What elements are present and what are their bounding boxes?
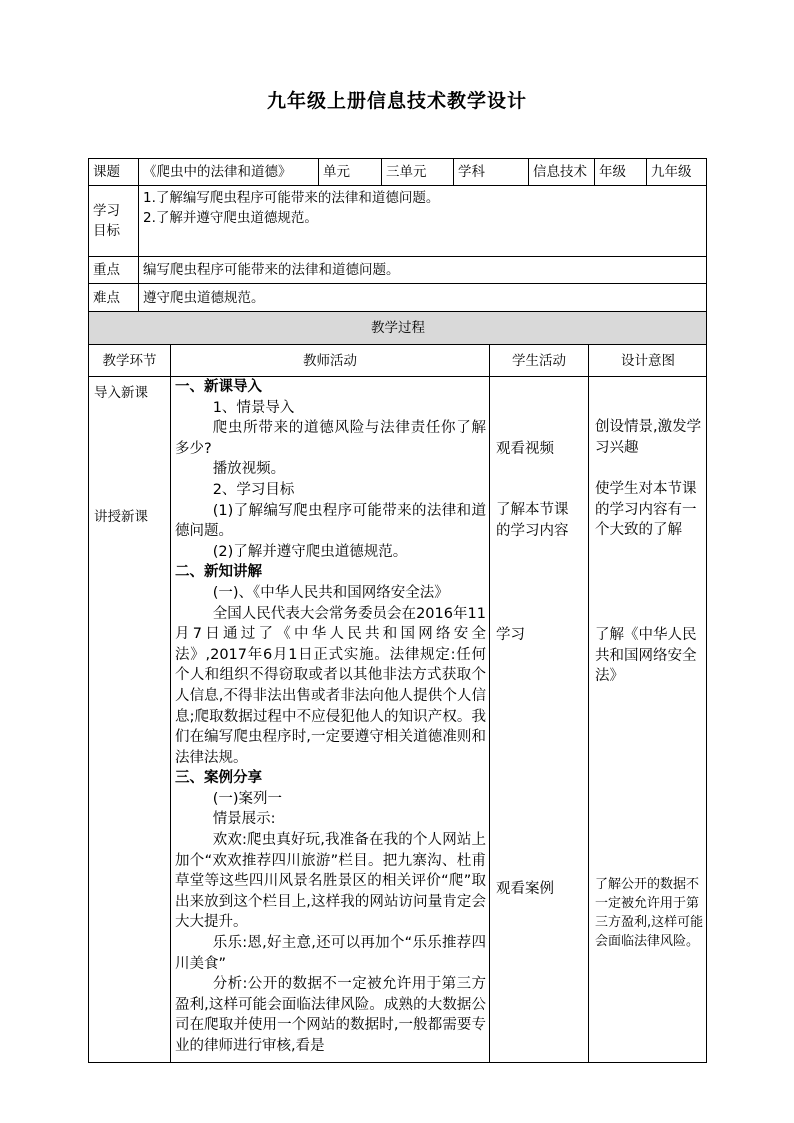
process-banner: 教学过程: [88, 311, 707, 344]
key-point-value: 编写爬虫程序可能带来的法律和道德问题。: [138, 256, 707, 283]
page-title: 九年级上册信息技术教学设计: [266, 90, 527, 112]
teacher-line: (一)案列一: [212, 790, 283, 807]
course-label: 课题: [88, 158, 138, 185]
design-intent-column: [588, 376, 707, 1063]
subject-value: 信息技术: [528, 158, 594, 185]
column-header-stage: 教学环节: [88, 344, 170, 376]
student-activity: 观看视频: [496, 441, 554, 457]
course-value: 《爬虫中的法律和道德》: [138, 158, 318, 185]
teacher-line: 分析:公开的数据不一定被允许用于第三方盈利,这样可能会面临法律风险。成熟的大数据公司在爬取并使用一个网站的数据时,一般都需要专业的律师进行审核,看是: [175, 976, 486, 1054]
objectives-label: 学习目标: [88, 185, 138, 256]
student-activity: 学习: [496, 627, 525, 643]
student-activity-column: [489, 376, 588, 1063]
teacher-line: 情景展示:: [212, 811, 276, 828]
student-activity: 观看案例: [496, 881, 554, 897]
teacher-line: 1、情景导入: [212, 399, 295, 416]
teacher-line: 爬虫所带来的道德风险与法律责任你了解多少?: [175, 420, 486, 457]
column-header-student: 学生活动: [489, 344, 588, 376]
design-intent: 了解《中华人民共和国网络安全法》: [595, 627, 697, 685]
teacher-activity-column: [170, 376, 489, 1063]
design-intent: 使学生对本节课的学习内容有一个大致的了解: [595, 481, 697, 539]
design-intent: 创设情景,激发学习兴趣: [595, 419, 702, 456]
section-heading: 一、新课导入: [175, 379, 262, 395]
design-intent: 了解公开的数据不一定被允许用于第三方盈利,这样可能会面临法律风险。: [595, 877, 704, 949]
grade-value: 九年级: [646, 158, 707, 185]
objectives-list: [138, 185, 707, 256]
teacher-line: 全国人民代表大会常务委员会在2016年11月7日通过了《中华人民共和国网络安全法》,2017年6月1日正式实施。法律规定:任何个人和组织不得窃取或者以其他非法方式获取个人信息,不得非法出售或者非法向他人提供个人信息;爬取数据过程中不应侵犯他人的知识产权。我们在编写爬虫程序时,一定要遵守相关道德准则和法律法规。: [175, 605, 486, 766]
teacher-line: 2、学习目标: [212, 481, 295, 498]
objective-item: 1.了解编写爬虫程序可能带来的法律和道德问题。: [143, 190, 440, 206]
teacher-line: (一)、《中华人民共和国网络安全法》: [212, 584, 449, 601]
unit-label: 单元: [318, 158, 381, 185]
stage-column: [88, 376, 170, 1063]
key-point-label: 重点: [88, 256, 138, 283]
teacher-line: 乐乐:恩,好主意,还可以再加个“乐乐推荐四川美食”: [175, 935, 486, 972]
stage-item: 讲授新课: [94, 509, 148, 525]
lesson-plan-table: [88, 158, 707, 1063]
teacher-line: (1)了解编写爬虫程序可能带来的法律和道德问题。: [175, 502, 486, 540]
stage-item: 导入新课: [94, 385, 148, 401]
column-header-intent: 设计意图: [588, 344, 707, 376]
column-header-teacher: 教师活动: [170, 344, 489, 376]
section-heading: 三、案例分享: [175, 770, 262, 787]
teacher-line: (2)了解并遵守爬虫道德规范。: [212, 543, 408, 560]
objective-item: 2.了解并遵守爬虫道德规范。: [143, 210, 318, 226]
grade-label: 年级: [594, 158, 646, 185]
difficulty-value: 遵守爬虫道德规范。: [138, 283, 707, 311]
student-activity: 了解本节课的学习内容: [496, 502, 569, 539]
teacher-line: 欢欢:爬虫真好玩,我准备在我的个人网站上加个“欢欢推荐四川旅游”栏目。把九寨沟、杜甫草堂等这些四川风景名胜景区的相关评价“爬”取出来放到这个栏目上,这样我的网站访问量肯定会大大提升。: [175, 832, 486, 931]
section-heading: 二、新知讲解: [175, 564, 262, 581]
subject-label: 学科: [453, 158, 528, 185]
unit-value: 三单元: [381, 158, 453, 185]
teacher-line: 播放视频。: [212, 461, 286, 478]
difficulty-label: 难点: [88, 283, 138, 311]
